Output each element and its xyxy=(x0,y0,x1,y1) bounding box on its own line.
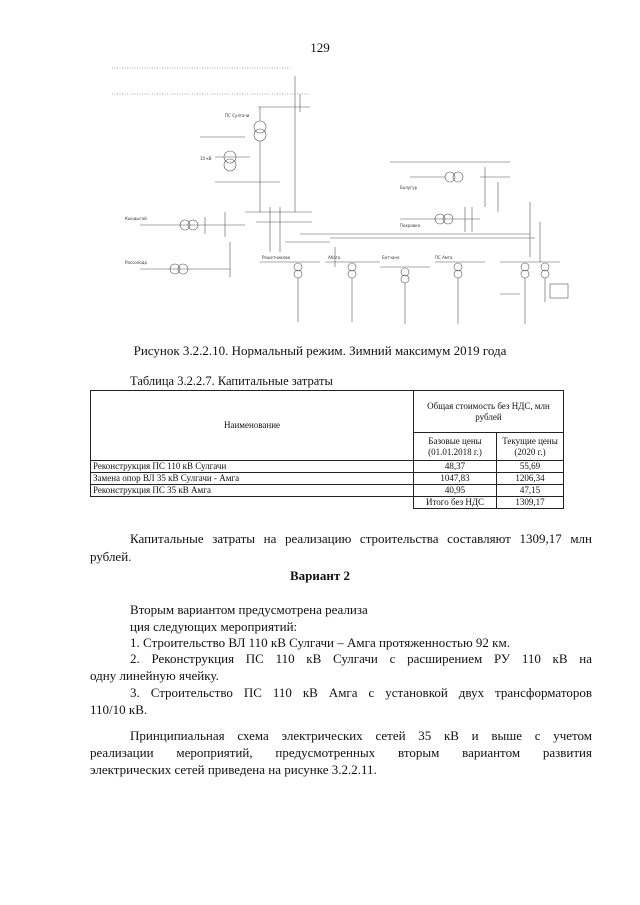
label-amga: ПС Амга xyxy=(435,255,453,260)
table-total-row xyxy=(91,497,564,509)
page-number: 129 xyxy=(310,40,330,55)
label-pokrovka: Покровка xyxy=(400,223,421,228)
list-item-1: 1. Строительство ВЛ 110 кВ Сулгачи – Амга протяженностью 92 км. xyxy=(130,635,510,650)
label-ps-sulgachi: ПС Сулгачи xyxy=(225,113,250,118)
single-line-diagram xyxy=(80,62,580,338)
table-row xyxy=(91,461,564,473)
list-item-3-line2: 110/10 кВ. xyxy=(90,702,148,717)
label-reshetnikovo: Решетниково xyxy=(262,255,291,260)
table-title: Таблица 3.2.2.7. Капитальные затраты xyxy=(130,374,333,388)
total-label: Итого без НДС xyxy=(414,497,497,509)
paragraph-costs-line2: рублей. xyxy=(90,549,132,564)
total-value: 1309,17 xyxy=(497,497,564,509)
header-current: Текущие цены (2020 г.) xyxy=(497,433,564,461)
table-row xyxy=(91,485,564,497)
header-base: Базовые цены (01.01.2018 г.) xyxy=(414,433,497,461)
paragraph-variant-line2: ция следующих мероприятий: xyxy=(130,619,298,634)
paragraph-scheme-line3: электрических сетей приведена на рисунке 3.2.2.11. xyxy=(90,762,377,777)
paragraph-scheme-line1: Принципиальная схема электрических сетей 35 кВ и выше с учетом xyxy=(130,728,592,743)
label-abaga: Абага xyxy=(328,255,341,260)
row-base: 40,95 xyxy=(414,485,497,497)
label-rassoloda: Рассолода xyxy=(125,260,147,265)
list-item-2-line2: одну линейную ячейку. xyxy=(90,668,219,683)
label-10kv: 10 кВ xyxy=(200,156,212,161)
list-item-2-line1: 2. Реконструкция ПС 110 кВ Сулгачи с расширением РУ 110 кВ на xyxy=(130,651,592,666)
list-item-3-line1: 3. Строительство ПС 110 кВ Амга с установкой двух трансформаторов xyxy=(130,685,592,700)
row-current: 55,69 xyxy=(497,461,564,473)
paragraph-scheme-line2: реализации мероприятий, предусмотренных вторым вариантом развития xyxy=(90,745,592,760)
row-current: 47,15 xyxy=(497,485,564,497)
row-base: 1047,83 xyxy=(414,473,497,485)
row-name: Реконструкция ПС 110 кВ Сулгачи xyxy=(91,461,414,473)
row-name: Замена опор ВЛ 35 кВ Сулгачи - Амга xyxy=(91,473,414,485)
paragraph-costs-line1: Капитальные затраты на реализацию строительства составляют 1309,17 млн xyxy=(130,531,592,546)
row-current: 1206,34 xyxy=(497,473,564,485)
label-bolugur: Болугур xyxy=(400,185,418,190)
figure-caption: Рисунок 3.2.2.10. Нормальный режим. Зимний максимум 2019 года xyxy=(133,343,507,358)
paragraph-variant-line1: Вторым вариантом предусмотрена реализа xyxy=(130,602,368,617)
table-row xyxy=(91,473,564,485)
row-name: Реконструкция ПС 35 кВ Амга xyxy=(91,485,414,497)
header-name: Наименование xyxy=(91,391,414,461)
row-base: 48,37 xyxy=(414,461,497,473)
section-heading: Вариант 2 xyxy=(289,568,351,583)
label-kyndygai: Кындыгай xyxy=(125,216,147,221)
header-cost: Общая стоимость без НДС, млн рублей xyxy=(414,391,564,433)
label-betchane: Бетчане xyxy=(382,255,400,260)
capital-costs-table xyxy=(90,390,564,509)
electrical-network-diagram xyxy=(80,62,580,338)
